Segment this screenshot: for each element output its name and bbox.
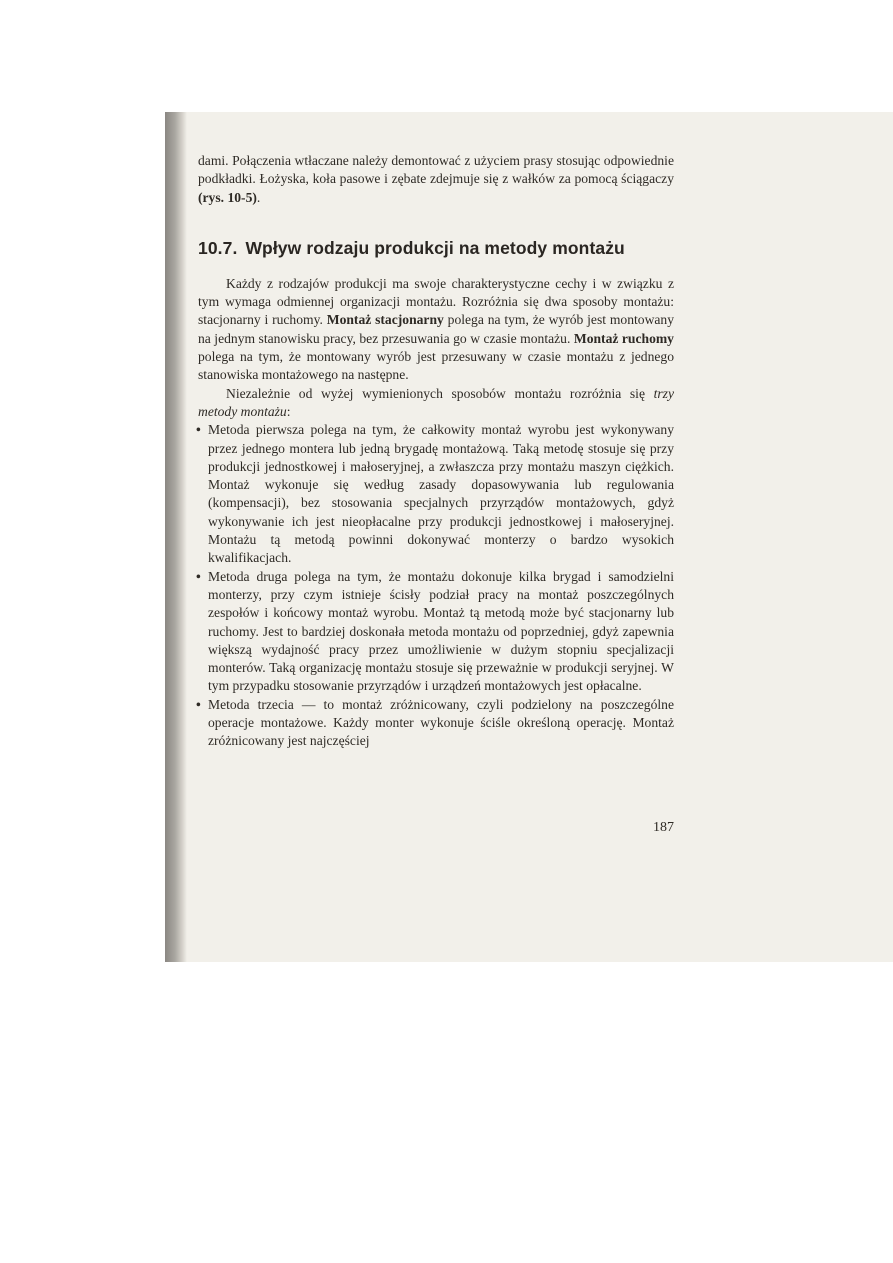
term-three-methods: trzy metody montażu	[198, 385, 674, 419]
bullet-icon: •	[196, 568, 201, 584]
list-item	[198, 696, 674, 751]
list-item	[198, 421, 674, 567]
para2-text-1: Niezależnie od wyżej wymienionych sposobów montażu rozróżnia się	[226, 385, 654, 401]
intro-text: dami. Połączenia wtłaczane należy demontować z użyciem prasy stosując odpowiednie podkładki. Łożyska, koła pasowe i zębate zdejmuje się z wałków za pomocą ściągaczy	[198, 153, 674, 187]
term-stationary: Montaż stacjonarny	[326, 312, 444, 328]
page-number: 187	[653, 820, 674, 835]
section-number: 10.7.	[198, 237, 238, 258]
para1-text-1: Każdy z rodzajów produkcji ma swoje charakterystyczne cechy i w związku z tym wymaga odmiennej organizacji montażu. Rozróżnia się dwa sposoby montażu: stacjonarny i ruchomy.	[198, 275, 674, 328]
section-heading	[198, 237, 674, 259]
intro-end: .	[256, 189, 261, 205]
list-item-text: Metoda druga polega na tym, że montażu dokonuje kilka brygad i samodzielni monterzy, przy czym istnieje ścisły podział pracy na montaż poszczególnych zespołów i końcowy montaż wyrobu. Montaż tą metodą może być stacjonarny lub ruchomy. Jest to bardziej doskonała metoda montażu od poprzedniej, gdyż zapewnia większą wydajność pracy przez umożliwienie w dużym stopniu specjalizacji monterów. Taką organizację montażu stosuje się przeważnie w produkcji seryjnej. W tym przypadku stosowanie przyrządów i urządzeń montażowych jest opłacalne.	[208, 568, 674, 694]
figure-reference: (rys. 10-5)	[198, 189, 257, 205]
page-body	[198, 152, 674, 751]
para1-text-3: polega na tym, że montowany wyrób jest przesuwany w czasie montażu z jednego stanowiska montażowego na następne.	[198, 349, 674, 383]
term-moving: Montaż ruchomy	[573, 330, 674, 346]
para1-text-2: polega na tym, że wyrób jest montowany na jednym stanowisku pracy, bez przesuwania go w czasie montażu.	[198, 312, 675, 346]
list-item-text: Metoda pierwsza polega na tym, że całkowity montaż wyrobu jest wykonywany przez jednego montera lub jedną brygadę montażową. Taką metodę stosuje się przy produkcji jednostkowej i małoseryjnej, a zwłaszcza przy montażu maszyn ciężkich. Montaż wykonuje się według zasady dopasowywania lub regulowania (kompensacji), bez stosowania specjalnych przyrządów montażowych, gdyż wykonywanie ich jest nieopłacalne przy produkcji jednostkowej i małoseryjnej. Montażu tą metodą powinni dokonywać monterzy o bardzo wysokich kwalifikacjach.	[208, 422, 674, 566]
para2-text-2: :	[286, 403, 291, 419]
bullet-icon: •	[196, 696, 201, 712]
bullet-icon: •	[196, 422, 201, 438]
section-title: Wpływ rodzaju produkcji na metody montażu	[245, 237, 625, 258]
methods-list	[198, 421, 674, 750]
list-item-text: Metoda trzecia — to montaż zróżnicowany, czyli podzielony na poszczególne operacje montażowe. Każdy monter wykonuje ściśle określoną operację. Montaż zróżnicowany jest najczęściej	[208, 696, 674, 749]
book-binding-shadow	[165, 112, 187, 962]
paragraph-methods-intro	[198, 385, 674, 422]
list-item	[198, 568, 674, 696]
paragraph-assembly-modes	[198, 275, 674, 385]
intro-paragraph	[198, 152, 674, 207]
